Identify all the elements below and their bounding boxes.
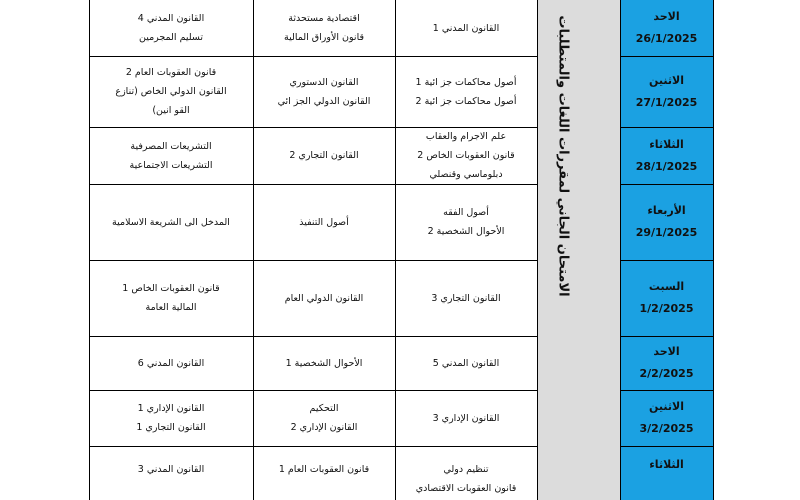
day-date: 29/1/2025	[635, 226, 698, 239]
day-name: السبت	[648, 280, 685, 293]
exam-band-text: الامتحان الجاني لمقررات اللغات والمتطلبات	[555, 15, 571, 297]
grid-vline	[395, 0, 396, 500]
course-name: قانون العقوبات الخاص 1	[122, 283, 220, 294]
day-name: الاحد	[653, 345, 680, 358]
grid-hline	[89, 446, 537, 447]
day-cell	[620, 127, 713, 184]
day-cell	[620, 390, 713, 446]
course-name: قانون العقوبات الخاص 2	[417, 150, 515, 161]
course-cell-c2	[253, 446, 395, 500]
course-cell-c3	[89, 390, 253, 446]
grid-vline	[620, 0, 621, 500]
course-name: القانون التجاري 3	[431, 292, 501, 304]
course-cell-c1	[395, 0, 537, 56]
course-name: تسليم المجرمين	[138, 32, 204, 43]
day-date: 26/1/2025	[635, 32, 698, 45]
course-cell-c2	[253, 127, 395, 184]
course-name: القانون المدني 4	[137, 13, 205, 24]
course-name: دبلوماسي وقنصلي	[429, 169, 503, 180]
course-name: القو انين)	[152, 105, 190, 116]
course-name: المالية العامة	[145, 302, 197, 313]
grid-vline	[89, 0, 90, 500]
day-name: الثلاثاء	[649, 137, 684, 151]
course-cell-c1	[395, 56, 537, 127]
course-cell-c3	[89, 446, 253, 500]
course-cell-c1	[395, 260, 537, 336]
grid-hline	[89, 260, 537, 261]
course-name: القانون المدني 3	[137, 464, 205, 475]
grid-hline	[89, 336, 537, 337]
grid-hline	[620, 56, 713, 57]
course-cell-c3	[89, 336, 253, 390]
grid-hline	[89, 184, 537, 185]
course-cell-c3	[89, 56, 253, 127]
course-cell-c1	[395, 390, 537, 446]
grid-vline	[537, 0, 538, 500]
course-name: التحكيم	[309, 403, 339, 414]
grid-hline	[620, 446, 713, 447]
day-date: 2/2/2025	[639, 367, 694, 380]
course-name: قانون العقوبات الاقتصادي	[415, 483, 517, 494]
grid-hline	[620, 260, 713, 261]
grid-hline	[620, 184, 713, 185]
course-cell-c2	[253, 56, 395, 127]
day-date: 27/1/2025	[635, 95, 698, 109]
course-name: أصول الفقه	[443, 207, 489, 218]
course-name: المدخل الى الشريعة الاسلامية	[112, 216, 230, 228]
grid-vline	[713, 0, 714, 500]
grid-hline	[620, 390, 713, 391]
course-name: القانون الإداري 1	[137, 403, 205, 414]
day-cell	[620, 336, 713, 390]
day-date: 3/2/2025	[639, 422, 694, 435]
grid-hline	[620, 127, 713, 128]
course-cell-c2	[253, 184, 395, 260]
day-date: 1/2/2025	[639, 302, 694, 315]
course-cell-c2	[253, 390, 395, 446]
day-date: 28/1/2025	[635, 159, 698, 173]
course-name: علم الاجرام والعقاب	[425, 131, 507, 142]
course-name: القانون الدستوري	[289, 76, 359, 88]
course-cell-c3	[89, 260, 253, 336]
course-name: قانون العقوبات العام 2	[125, 67, 217, 78]
day-name: الأربعاء	[647, 204, 686, 217]
grid-vline	[253, 0, 254, 500]
day-name: الاثنين	[649, 400, 684, 413]
day-cell	[620, 260, 713, 336]
course-name: قانون العقوبات العام 1	[278, 464, 370, 475]
course-cell-c2	[253, 0, 395, 56]
course-cell-c3	[89, 184, 253, 260]
grid-hline	[89, 56, 537, 57]
course-cell-c2	[253, 336, 395, 390]
course-name: القانون التجاري 2	[289, 150, 359, 161]
course-cell-c2	[253, 260, 395, 336]
course-name: القانون الإداري 3	[432, 412, 500, 424]
course-name: قانون الأوراق المالية	[283, 32, 365, 43]
course-name: القانون الدولي الخاص (تنازع	[115, 86, 227, 97]
course-name: أصول محاكمات جز ائية 2	[415, 95, 517, 107]
course-cell-c3	[89, 127, 253, 184]
course-name: القانون المدني 1	[432, 22, 500, 34]
course-name: التشريعات الاجتماعية	[129, 159, 213, 171]
day-cell	[620, 0, 713, 56]
course-name: أصول محاكمات جز ائية 1	[415, 76, 517, 88]
course-cell-c3	[89, 0, 253, 56]
day-name: الاحد	[653, 10, 680, 23]
course-name: القانون الدولي العام	[284, 292, 364, 304]
course-name: القانون الدولي الجز ائي	[277, 95, 371, 107]
course-name: اقتصادية مستحدثة	[288, 13, 360, 24]
grid-hline	[620, 336, 713, 337]
grid-hline	[89, 127, 537, 128]
course-cell-c1	[395, 336, 537, 390]
course-name: أصول التنفيذ	[299, 216, 349, 228]
course-name: تنظيم دولي	[443, 464, 489, 475]
course-name: القانون التجاري 1	[136, 422, 206, 433]
day-name: الاثنين	[649, 73, 684, 87]
course-cell-c1	[395, 127, 537, 184]
day-cell	[620, 446, 713, 500]
exam-band-cell	[537, 0, 620, 500]
day-name: الثلاثاء	[649, 458, 684, 471]
course-cell-c1	[395, 184, 537, 260]
grid-hline	[89, 390, 537, 391]
course-name: القانون المدني 5	[432, 357, 500, 369]
day-cell	[620, 56, 713, 127]
course-cell-c1	[395, 446, 537, 500]
course-name: القانون الإداري 2	[290, 422, 358, 433]
course-name: الأحوال الشخصية 2	[427, 226, 505, 237]
course-name: الأحوال الشخصية 1	[285, 357, 363, 369]
course-name: القانون المدني 6	[137, 357, 205, 369]
day-cell	[620, 184, 713, 260]
course-name: التشريعات المصرفية	[130, 140, 212, 152]
